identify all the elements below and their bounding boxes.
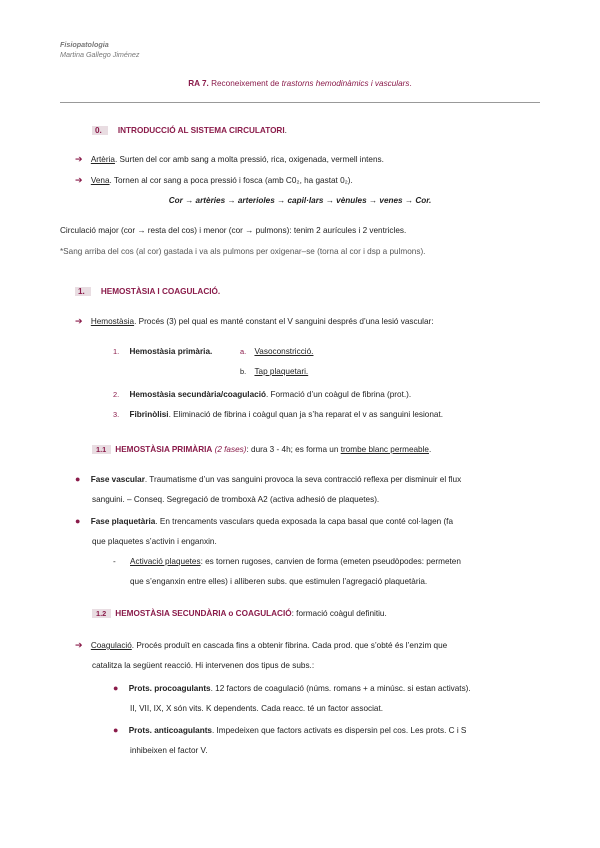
list-item-activacio [113, 556, 461, 567]
fase-vascular-line2: sanguini. – Conseq. Segregació de tromboxà A2 (activa adhesió de plaquetes). [92, 495, 380, 504]
item-number: 3. [113, 410, 120, 419]
sub-item-b [240, 366, 308, 377]
author-name: Martina Gallego Jiménez [60, 50, 140, 59]
item-text: . Eliminació de fibrina i coàgul quan ja s’ha reparat el v as sanguini lesionat. [168, 410, 444, 419]
term: Hemostàsia [90, 317, 135, 326]
arrow-right-icon: ➔ [75, 640, 83, 650]
section-number: 1.2 [92, 609, 111, 618]
circulation-note: *Sang arriba del cos (al cor) gastada i va als pulmons per oxigenar–se (torna al cor i dsp a pulmons). [60, 247, 426, 256]
circulation-flow: Cor → artèries → arterioles → capil·lars → vènules → venes → Cor. [168, 196, 432, 205]
coagulacio-line2: catalitza la següent reacció. Hi intervenen dos tipus de subs.: [92, 661, 315, 670]
term: Artèria [90, 155, 115, 164]
procoagulants-line2: II, VII, IX, X són vits. K dependents. Cada reacc. té un factor associat. [130, 704, 384, 713]
section-rest: : formació coàgul definitiu. [291, 609, 387, 618]
doc-header [60, 40, 140, 60]
arrow-right-icon: ➔ [75, 316, 83, 326]
fase-plaquetaria-line2: que plaquetes s’activin i enganxin. [92, 537, 217, 546]
bullet-icon: ● [113, 683, 119, 693]
list-item-coagulacio [75, 640, 447, 651]
sub-item-a [240, 346, 313, 357]
title-text: Reconeixement de [211, 79, 282, 88]
title-suffix: . [409, 79, 412, 88]
section-paren: (2 fases) [212, 445, 247, 454]
list-item-procoagulants [113, 683, 471, 694]
definition: . Tornen al cor sang a poca pressió i fosca (amb C0₂, ha gastat 0₂). [109, 176, 353, 185]
definition-line: . Impedeixen que factors activats es dispersin pel cos. Les prots. C i S [211, 726, 467, 735]
activacio-line2: que s’enganxin entre elles) i alliberen subs. que estimulen l’agregació plaquetària. [130, 577, 428, 586]
term: Fase vascular [90, 475, 145, 484]
section-number: 1.1 [92, 445, 111, 454]
subject-name: Fisiopatologia [60, 40, 109, 49]
bullet-icon: ● [113, 725, 119, 735]
numbered-item-3 [113, 409, 443, 420]
section-title: HEMOSTÀSIA I COAGULACIÓ. [100, 287, 221, 296]
title-italic: trastorns hemodinàmics i vasculars [281, 79, 410, 88]
title-divider [60, 102, 540, 103]
item-term: Hemostàsia primària. [129, 347, 213, 356]
numbered-item-2 [113, 389, 411, 400]
list-item-anticoagulants [113, 725, 466, 736]
anticoagulants-line2: inhibeixen el factor V. [130, 746, 208, 755]
list-item-arteria [75, 154, 384, 165]
term: Coagulació [90, 641, 132, 650]
section-1-2-heading [92, 609, 387, 618]
section-number: 0. [92, 126, 108, 135]
section-title: INTRODUCCIÓ AL SISTEMA CIRCULATORI [117, 126, 285, 135]
item-text: . Formació d’un coàgul de fibrina (prot.). [265, 390, 412, 399]
term: Fase plaquetària [90, 517, 156, 526]
item-number: 2. [113, 390, 120, 399]
bullet-icon: ● [75, 516, 81, 526]
term: Activació plaquetes [130, 557, 201, 566]
section-title: HEMOSTÀSIA PRIMÀRIA [115, 445, 213, 454]
bullet-icon: ● [75, 474, 81, 484]
item-term: Fibrinòlisi [129, 410, 169, 419]
definition-line: : es tornen rugoses, canvien de forma (emeten pseudòpodes: permeten [200, 557, 461, 566]
term: Prots. procoagulants [128, 684, 211, 693]
list-item-vena [75, 175, 353, 186]
section-0-heading: 0. INTRODUCCIÓ AL SISTEMA CIRCULATORI. [92, 126, 287, 135]
definition-line: . Traumatisme d’un vas sanguini provoca la seva contracció reflexa per disminuir el flux [144, 475, 462, 484]
definition-line: . Procés produït en cascada fins a obtenir fibrina. Cada prod. que s’obté és l’enzim que [131, 641, 448, 650]
page-title [0, 79, 600, 88]
section-number: 1. [75, 287, 91, 296]
list-item-fase-vascular [75, 474, 461, 485]
numbered-item-1 [113, 346, 212, 357]
definition-line: . 12 factors de coagulació (núms. romans + a minúsc. si estan activats). [210, 684, 471, 693]
definition-line: . En trencaments vasculars queda exposada la capa basal que conté col·lagen (fa [155, 517, 454, 526]
list-item-fase-plaquetaria [75, 516, 453, 527]
item-text: Vasoconstricció. [254, 347, 314, 356]
item-number: 1. [113, 347, 120, 356]
item-text: Tap plaquetari. [254, 367, 309, 376]
dash-icon: - [113, 557, 116, 566]
section-trombe: trombe blanc permeable [340, 445, 429, 454]
section-end: . [428, 445, 432, 454]
section-rest: : dura 3 - 4h; es forma un [246, 445, 341, 454]
arrow-right-icon: ➔ [75, 154, 83, 164]
section-title: HEMOSTÀSIA SECUNDÀRIA o COAGULACIÓ [115, 609, 292, 618]
item-letter: a. [240, 347, 247, 356]
section-1-1-heading [92, 445, 431, 454]
item-letter: b. [240, 367, 247, 376]
arrow-right-icon: ➔ [75, 175, 83, 185]
circulation-text: Circulació major (cor → resta del cos) i menor (cor → pulmons): tenim 2 aurícules i 2 ventricles. [60, 226, 407, 235]
section-1-heading [75, 287, 220, 296]
list-item-hemostasia [75, 316, 434, 327]
definition: . Surten del cor amb sang a molta pressió, rica, oxigenada, vermell intens. [114, 155, 384, 164]
term: Prots. anticoagulants [128, 726, 212, 735]
definition: . Procés (3) pel qual es manté constant el V sanguini després d’una lesió vascular: [134, 317, 434, 326]
title-prefix: RA 7. [188, 79, 209, 88]
item-term: Hemostàsia secundària/coagulació [129, 390, 266, 399]
term: Vena [90, 176, 110, 185]
